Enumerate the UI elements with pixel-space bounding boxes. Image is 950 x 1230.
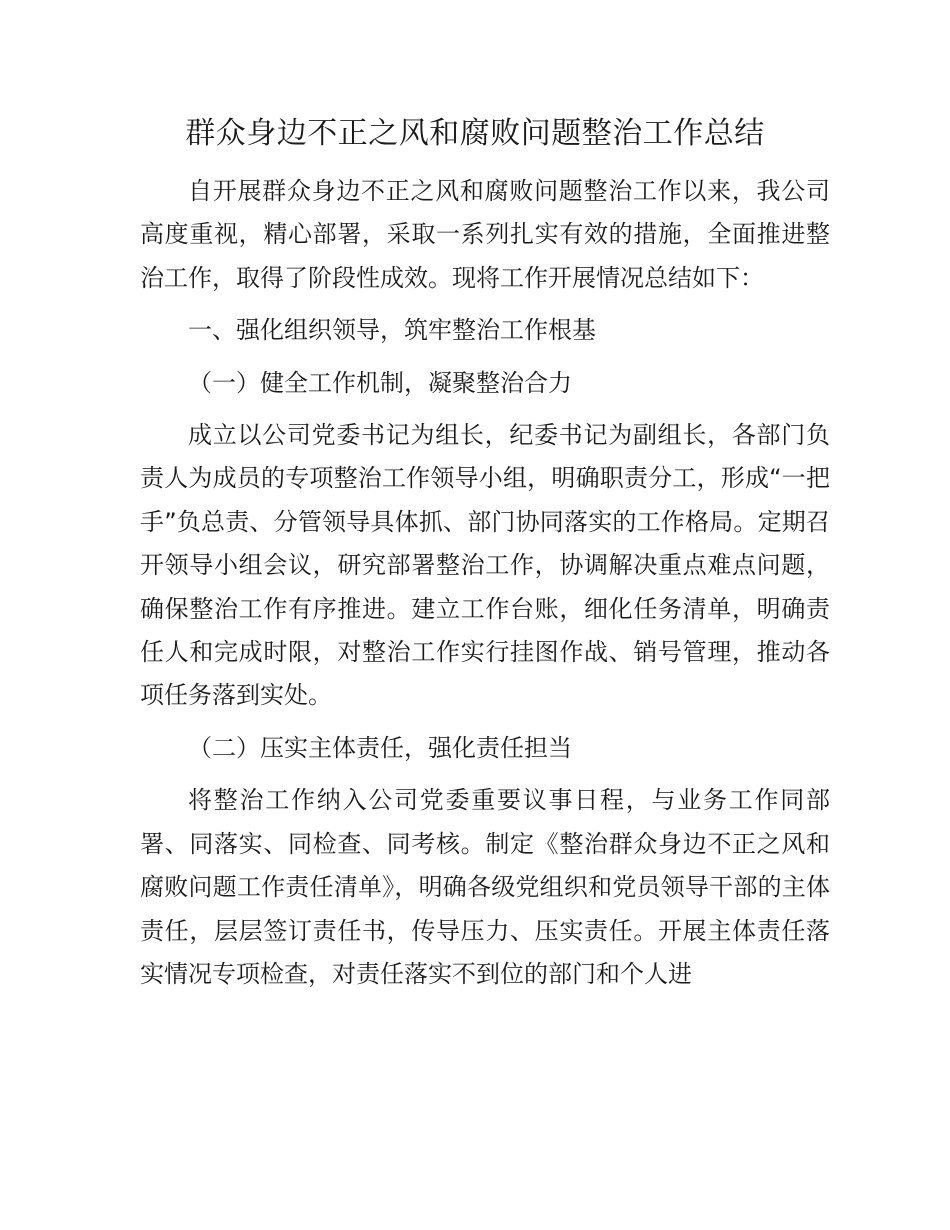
- subsection-heading-2: （二）压实主体责任，强化责任担当: [188, 733, 572, 762]
- subsection-2-paragraph: 将整治工作纳入公司党委重要议事日程，与业务工作同部署、同落实、同检查、同考核。制定《整治群众身边不正之风和腐败问题工作责任清单》，明确各级党组织和党员领导干部的主体责任，层层签订责任书，传导压力、压实责任。开展主体责任落实情况专项检查，对责任落实不到位的部门和个人进: [140, 786, 830, 988]
- subsection-1-paragraph: 成立以公司党委书记为组长，纪委书记为副组长，各部门负责人为成员的专项整治工作领导小组，明确职责分工，形成“一把手”负总责、分管领导具体抓、部门协同落实的工作格局。定期召开领导小组会议，研究部署整治工作，协调解决重点难点问题，确保整治工作有序推进。建立工作台账，细化任务清单，明确责任人和完成时限，对整治工作实行挂图作战、销号管理，推动各项任务落到实处。: [140, 421, 830, 710]
- section-heading-1: 一、强化组织领导，筑牢整治工作根基: [188, 316, 596, 345]
- subsection-heading-1: （一）健全工作机制，凝聚整治合力: [188, 368, 572, 397]
- document-title: 群众身边不正之风和腐败问题整治工作总结: [185, 116, 765, 151]
- document-body: [140, 170, 830, 996]
- intro-paragraph: 自开展群众身边不正之风和腐败问题整治工作以来，我公司高度重视，精心部署，采取一系列扎实有效的措施，全面推进整治工作，取得了阶段性成效。现将工作开展情况总结如下：: [140, 177, 830, 292]
